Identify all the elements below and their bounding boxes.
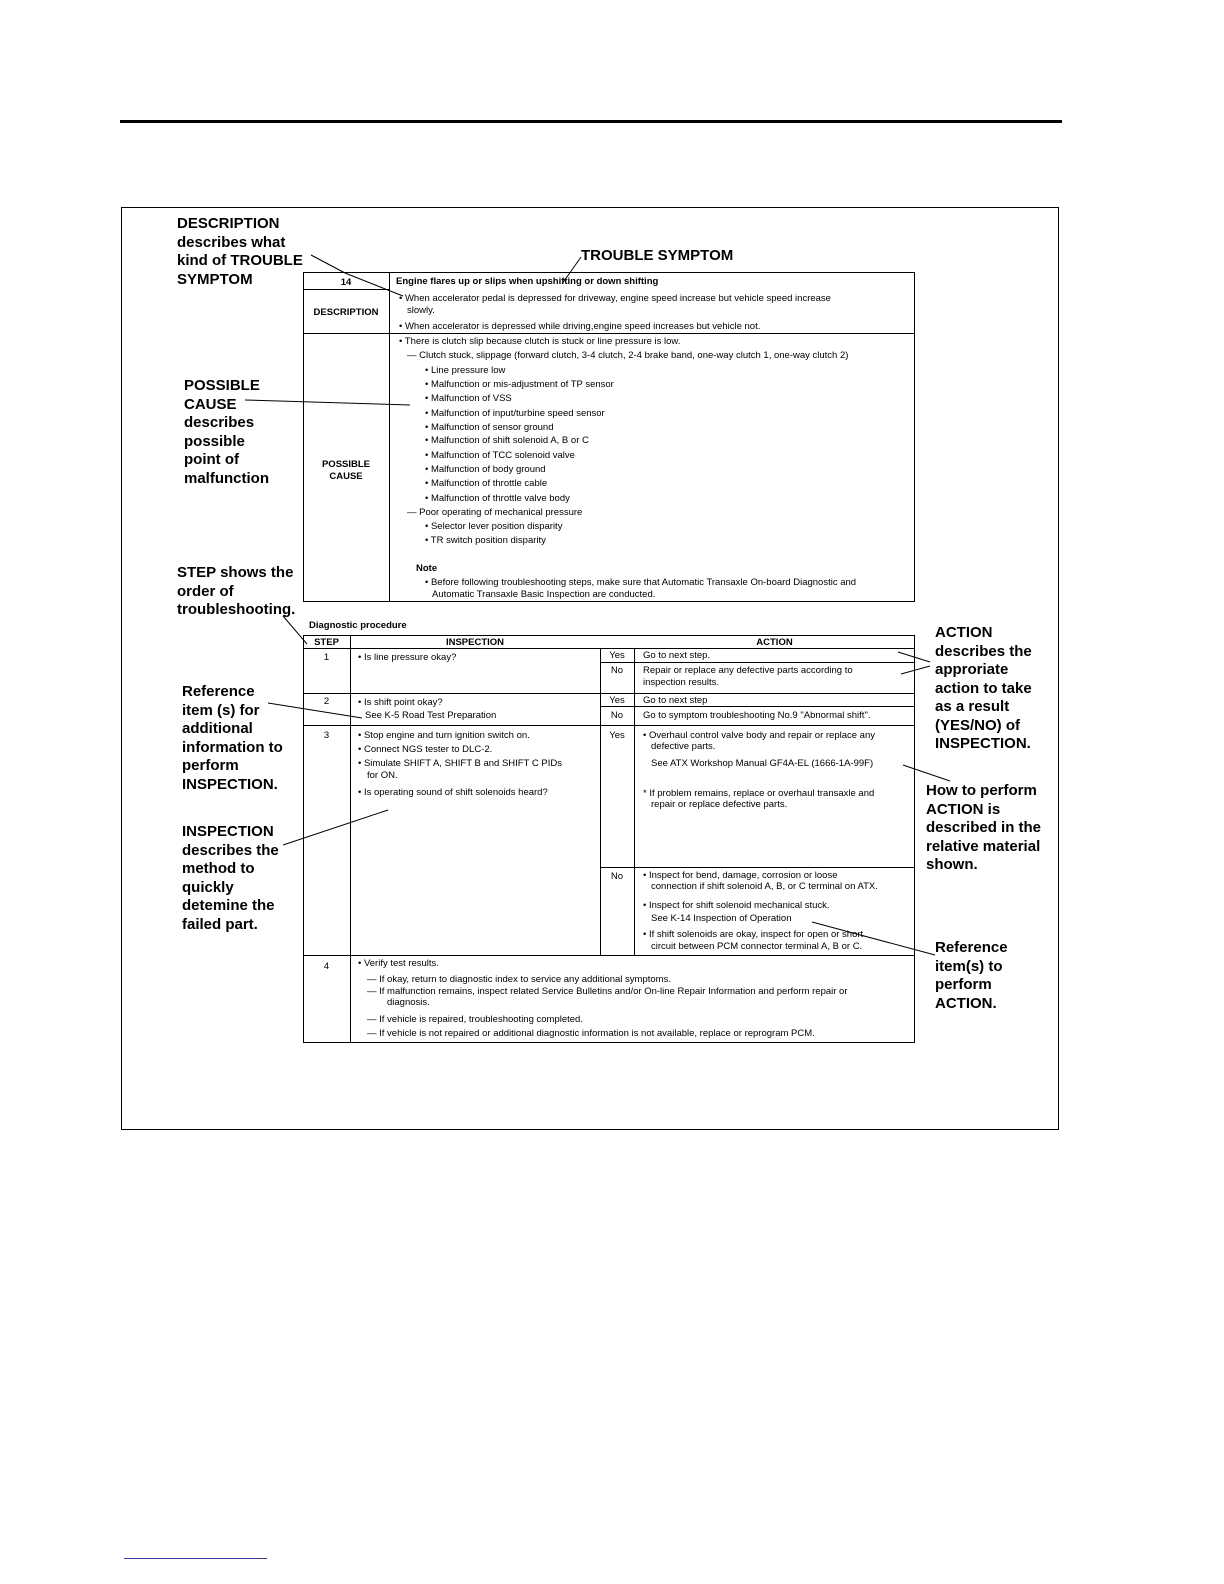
inspection-text: • Is shift point okay? bbox=[358, 697, 443, 708]
action-text: repair or replace defective parts. bbox=[651, 799, 788, 810]
yes-label: Yes bbox=[609, 650, 625, 661]
action-text: connection if shift solenoid A, B, or C terminal on ATX. bbox=[651, 881, 878, 892]
inspection-text: • Verify test results. bbox=[358, 958, 439, 969]
diagnostic-title: Diagnostic procedure bbox=[309, 620, 407, 631]
inspection-text: for ON. bbox=[367, 770, 398, 781]
leader-line bbox=[898, 652, 930, 662]
no-label: No bbox=[610, 871, 624, 882]
action-text: • If shift solenoids are okay, inspect for open or short bbox=[643, 929, 864, 940]
leader-line bbox=[562, 257, 581, 284]
yes-label: Yes bbox=[609, 730, 625, 741]
cause-line: • Malfunction of VSS bbox=[425, 393, 512, 404]
cause-line: • Malfunction of TCC solenoid valve bbox=[425, 450, 575, 461]
note-label: Note bbox=[416, 563, 438, 574]
action-text: • Inspect for bend, damage, corrosion or loose bbox=[643, 870, 838, 881]
description-line: • When accelerator pedal is depressed for driveway, engine speed increase but vehicle speed increase bbox=[399, 293, 831, 304]
callout-reference-inspection: Reference item (s) for additional information to perform INSPECTION. bbox=[182, 683, 283, 793]
leader-line bbox=[283, 616, 307, 644]
leader-line bbox=[283, 810, 388, 845]
header-action: ACTION bbox=[756, 637, 793, 648]
step-number: 2 bbox=[323, 696, 330, 707]
action-reference: See K-14 Inspection of Operation bbox=[651, 913, 792, 924]
callout-inspection: INSPECTION describes the method to quickly detemine the failed part. bbox=[182, 823, 279, 933]
cause-line: • Malfunction of throttle valve body bbox=[425, 493, 570, 504]
note-line: • Before following troubleshooting steps, make sure that Automatic Transaxle On-board Diagnostic and bbox=[425, 577, 857, 588]
description-label: DESCRIPTION bbox=[313, 307, 379, 318]
no-label: No bbox=[610, 665, 624, 676]
cause-line: — Clutch stuck, slippage (forward clutch, 3-4 clutch, 2-4 brake band, one-way clutch 1, one-way clutch 2) bbox=[407, 350, 849, 361]
cause-line: • Malfunction of throttle cable bbox=[425, 478, 548, 489]
action-text: inspection results. bbox=[643, 677, 720, 688]
no-label: No bbox=[610, 710, 624, 721]
action-text: • Inspect for shift solenoid mechanical stuck. bbox=[643, 900, 830, 911]
description-line: slowly. bbox=[407, 305, 435, 316]
leader-line bbox=[245, 400, 410, 405]
callout-possible-cause: POSSIBLE CAUSE describes possible point of malfunction bbox=[184, 377, 269, 487]
cause-line: • Malfunction or mis-adjustment of TP sensor bbox=[425, 379, 614, 390]
description-line: • When accelerator is depressed while driving,engine speed increases but vehicle not. bbox=[399, 321, 761, 332]
inspection-text: • Connect NGS tester to DLC-2. bbox=[358, 744, 493, 755]
header-inspection: INSPECTION bbox=[445, 637, 505, 648]
step-number: 1 bbox=[323, 652, 330, 663]
cause-line: • Malfunction of shift solenoid A, B or C bbox=[425, 435, 589, 446]
yes-label: Yes bbox=[609, 695, 625, 706]
callout-reference-action: Reference item(s) to perform ACTION. bbox=[935, 939, 1008, 1012]
callout-step: STEP shows the order of troubleshooting. bbox=[177, 564, 296, 618]
action-text: Go to next step bbox=[643, 695, 708, 706]
header-step: STEP bbox=[314, 637, 339, 648]
leader-line bbox=[311, 255, 345, 273]
action-text: Go to symptom troubleshooting No.9 "Abnormal shift". bbox=[643, 710, 871, 721]
inspection-text: — If vehicle is repaired, troubleshooting completed. bbox=[367, 1014, 583, 1025]
cause-line: • Selector lever position disparity bbox=[425, 521, 563, 532]
cause-line: • There is clutch slip because clutch is stuck or line pressure is low. bbox=[399, 336, 681, 347]
leader-line bbox=[268, 703, 362, 718]
inspection-text: — If malfunction remains, inspect related Service Bulletins and/or On-line Repair Information and perform repair or bbox=[367, 986, 848, 997]
inspection-reference: See K-5 Road Test Preparation bbox=[365, 710, 497, 721]
inspection-text: — If okay, return to diagnostic index to service any additional symptoms. bbox=[367, 974, 671, 985]
inspection-text: diagnosis. bbox=[387, 997, 430, 1008]
inspection-text: • Is operating sound of shift solenoids heard? bbox=[358, 787, 548, 798]
action-text: • Overhaul control valve body and repair or replace any bbox=[643, 730, 875, 741]
inspection-text: • Stop engine and turn ignition switch on. bbox=[358, 730, 530, 741]
action-text: Go to next step. bbox=[643, 650, 711, 661]
cause-line: • Line pressure low bbox=[425, 365, 506, 376]
action-text: defective parts. bbox=[651, 741, 716, 752]
callout-how-to-perform: How to perform ACTION is described in the relative material shown. bbox=[926, 782, 1042, 873]
action-text: circuit between PCM connector terminal A, B or C. bbox=[651, 941, 863, 952]
symptom-number: 14 bbox=[340, 277, 352, 288]
cause-line: • Malfunction of input/turbine speed sensor bbox=[425, 408, 605, 419]
leader-line bbox=[901, 666, 930, 674]
possible-cause-label: POSSIBLE CAUSE bbox=[321, 459, 371, 482]
callout-action: ACTION describes the approriate action to take as a result (YES/NO) of INSPECTION. bbox=[935, 624, 1032, 752]
inspection-text: — If vehicle is not repaired or additional diagnostic information is not available, replace or reprogram PCM. bbox=[367, 1028, 815, 1039]
callout-description: DESCRIPTION describes what kind of TROUBLE SYMPTOM bbox=[177, 215, 303, 288]
action-reference: See ATX Workshop Manual GF4A-EL (1666-1A-99F) bbox=[651, 758, 874, 769]
footer-rule bbox=[124, 1558, 267, 1559]
inspection-text: • Simulate SHIFT A, SHIFT B and SHIFT C PIDs bbox=[358, 758, 562, 769]
cause-line: • TR switch position disparity bbox=[425, 535, 546, 546]
cause-line: • Malfunction of body ground bbox=[425, 464, 546, 475]
leader-line bbox=[812, 922, 935, 955]
leader-line bbox=[903, 765, 950, 781]
cause-line: • Malfunction of sensor ground bbox=[425, 422, 554, 433]
cause-line: — Poor operating of mechanical pressure bbox=[407, 507, 583, 518]
symptom-title: Engine flares up or slips when upshifting or down shifting bbox=[396, 276, 659, 287]
action-text: * If problem remains, replace or overhaul transaxle and bbox=[643, 788, 875, 799]
note-line: Automatic Transaxle Basic Inspection are conducted. bbox=[432, 589, 656, 600]
step-number: 3 bbox=[323, 730, 330, 741]
leader-line bbox=[345, 273, 403, 296]
step-number: 4 bbox=[323, 961, 330, 972]
action-text: Repair or replace any defective parts according to bbox=[643, 665, 853, 676]
callout-trouble-symptom: TROUBLE SYMPTOM bbox=[581, 247, 734, 264]
inspection-text: • Is line pressure okay? bbox=[358, 652, 457, 663]
